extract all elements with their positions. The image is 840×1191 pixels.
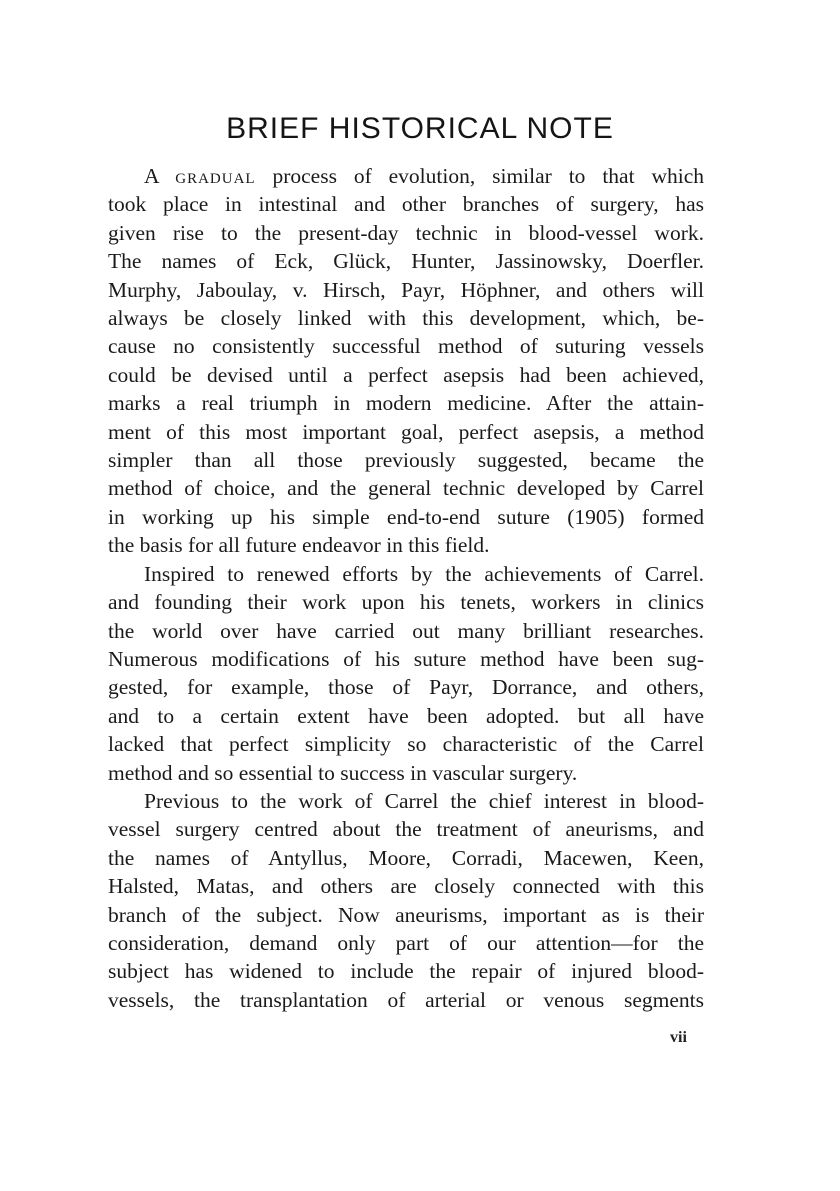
text-line: marks a real triumph in modern medicine. After the attain- bbox=[108, 391, 704, 416]
text-line: gested, for example, those of Payr, Dorrance, and others, bbox=[108, 675, 704, 700]
paragraph-1 bbox=[108, 162, 704, 560]
text-line: simpler than all those previously suggested, became the bbox=[108, 448, 704, 473]
paragraph-3 bbox=[108, 787, 704, 1014]
text-line: the names of Antyllus, Moore, Corradi, Macewen, Keen, bbox=[108, 845, 704, 870]
text-line: Inspired to renewed efforts by the achievements of Carrel. bbox=[144, 561, 704, 586]
text-line: always be closely linked with this development, which, be- bbox=[108, 306, 704, 331]
paragraph-2 bbox=[108, 560, 704, 787]
text-line: took place in intestinal and other branches of surgery, has bbox=[108, 192, 704, 217]
text-line bbox=[108, 162, 704, 190]
text-line: lacked that perfect simplicity so characteristic of the Carrel bbox=[108, 732, 704, 757]
text-line: The names of Eck, Glück, Hunter, Jassinowsky, Doerfler. bbox=[108, 249, 704, 274]
text-line: and to a certain extent have been adopted. but all have bbox=[108, 703, 704, 728]
page-number: vii bbox=[670, 1029, 687, 1046]
text-line: cause no consistently successful method of suturing vessels bbox=[108, 334, 704, 359]
text-line: subject has widened to include the repair of injured blood- bbox=[108, 959, 704, 984]
text-line: Previous to the work of Carrel the chief interest in blood- bbox=[144, 788, 704, 813]
chapter-title: BRIEF HISTORICAL NOTE bbox=[226, 112, 614, 145]
text-line: the basis for all future endeavor in this field. bbox=[108, 533, 490, 558]
text-line: in working up his simple end-to-end suture (1905) formed bbox=[108, 504, 704, 529]
text-line: method and so essential to success in vascular surgery. bbox=[108, 760, 578, 785]
text-line: branch of the subject. Now aneurisms, important as is their bbox=[108, 902, 704, 927]
text-line: given rise to the present-day technic in blood-vessel work. bbox=[108, 220, 704, 245]
opening-line-rest: process of evolution, similar to that which bbox=[272, 164, 704, 188]
text-line: the world over have carried out many brilliant researches. bbox=[108, 618, 704, 643]
body-text bbox=[108, 162, 704, 1014]
text-line: Numerous modifications of his suture method have been sug- bbox=[108, 646, 704, 671]
text-line: vessels, the transplantation of arterial or venous segments bbox=[108, 987, 704, 1012]
text-line: Murphy, Jaboulay, v. Hirsch, Payr, Höphner, and others will bbox=[108, 277, 704, 302]
text-line: consideration, demand only part of our attention—for the bbox=[108, 930, 704, 955]
text-line: ment of this most important goal, perfect asepsis, a method bbox=[108, 419, 704, 444]
text-line: Halsted, Matas, and others are closely connected with this bbox=[108, 874, 704, 899]
opening-word: A bbox=[144, 164, 159, 188]
small-caps-word: gradual bbox=[175, 164, 256, 188]
text-line: method of choice, and the general technic developed by Carrel bbox=[108, 476, 704, 501]
text-line: vessel surgery centred about the treatment of aneurisms, and bbox=[108, 817, 704, 842]
text-line: and founding their work upon his tenets, workers in clinics bbox=[108, 590, 704, 615]
text-line: could be devised until a perfect asepsis had been achieved, bbox=[108, 362, 704, 387]
